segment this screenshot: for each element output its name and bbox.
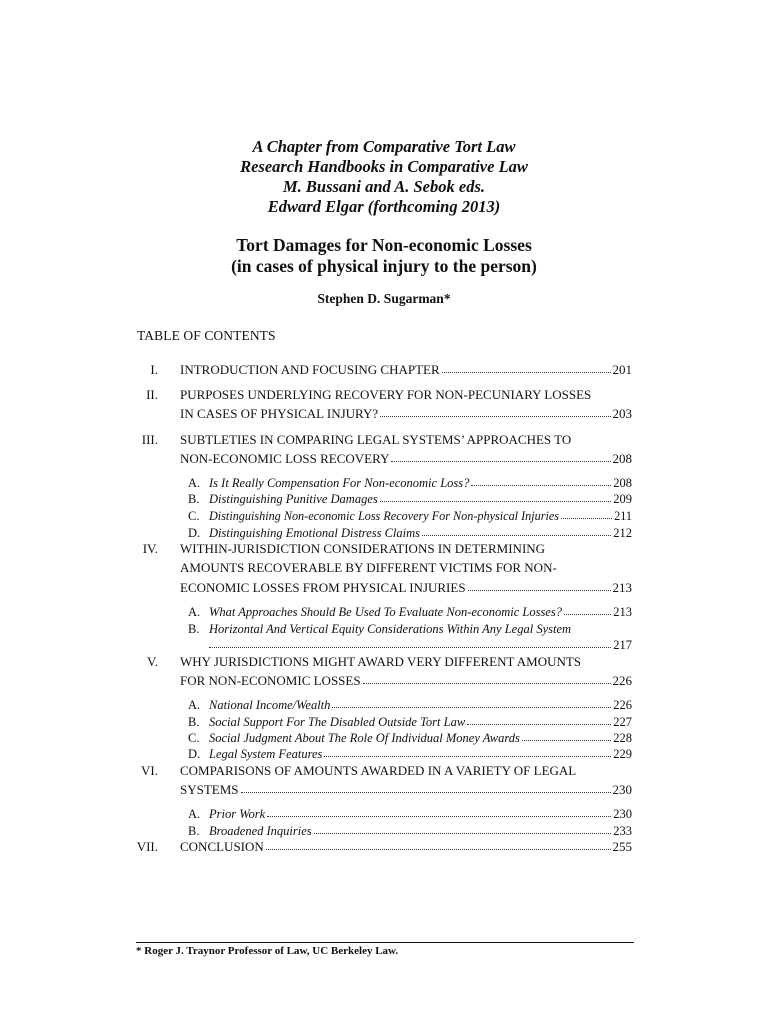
toc-entry-2-page: 203 bbox=[612, 406, 632, 421]
toc-entry-7-page: 255 bbox=[612, 839, 632, 854]
toc-sub-letter: D. bbox=[188, 747, 201, 761]
toc-number-6: VI. bbox=[141, 763, 158, 778]
toc-subentry[interactable] bbox=[209, 806, 632, 822]
toc-sub-letter: B. bbox=[188, 715, 200, 729]
dot-leader bbox=[467, 714, 611, 725]
title-line-2: (in cases of physical injury to the person) bbox=[231, 256, 537, 276]
toc-entry-3[interactable] bbox=[180, 451, 632, 467]
header-line-2: Research Handbooks in Comparative Law bbox=[240, 157, 528, 176]
toc-number-2: II. bbox=[146, 387, 158, 402]
dot-leader bbox=[471, 475, 611, 486]
toc-entry-7-text: CONCLUSION bbox=[180, 839, 264, 854]
toc-subentry-page: 229 bbox=[613, 747, 632, 761]
toc-entry-2-text: IN CASES OF PHYSICAL INJURY? bbox=[180, 406, 379, 421]
toc-subentry[interactable] bbox=[209, 746, 632, 762]
dot-leader bbox=[363, 673, 611, 684]
toc-entry-2-line-1[interactable]: PURPOSES UNDERLYING RECOVERY FOR NON-PECUNIARY LOSSES bbox=[180, 387, 592, 402]
toc-subentry-page: 226 bbox=[613, 698, 632, 712]
toc-number-5: V. bbox=[147, 654, 158, 669]
toc-subentry[interactable] bbox=[209, 637, 632, 653]
author-name: Stephen D. Sugarman* bbox=[317, 291, 451, 306]
toc-subentry-page: 211 bbox=[614, 509, 632, 523]
toc-subentry-page: 212 bbox=[613, 526, 632, 540]
toc-sub-letter: B. bbox=[188, 492, 200, 506]
toc-number-1: I. bbox=[150, 362, 158, 377]
toc-subentry-page: 217 bbox=[613, 638, 632, 652]
toc-subentry[interactable] bbox=[209, 508, 632, 524]
dot-leader bbox=[266, 839, 611, 850]
toc-subentry-text: National Income/Wealth bbox=[209, 698, 331, 712]
dot-leader bbox=[267, 806, 611, 817]
toc-entry-5[interactable] bbox=[180, 673, 632, 689]
toc-subentry-page: 230 bbox=[613, 807, 632, 821]
toc-subentry-text: Social Judgment About The Role Of Individual Money Awards bbox=[209, 731, 520, 745]
toc-sub-letter: A. bbox=[188, 807, 201, 821]
dot-leader bbox=[391, 451, 610, 462]
dot-leader bbox=[314, 823, 612, 834]
toc-subentry-text: Distinguishing Non-economic Loss Recovery For Non-physical Injuries bbox=[209, 509, 560, 523]
toc-sub-letter: D. bbox=[188, 526, 201, 540]
dot-leader bbox=[442, 362, 611, 373]
header-line-1: A Chapter from Comparative Tort Law bbox=[252, 137, 516, 156]
toc-number-7: VII. bbox=[136, 839, 158, 854]
toc-subentry-page: 228 bbox=[613, 731, 632, 745]
toc-entry-3-line-1[interactable]: SUBTLETIES IN COMPARING LEGAL SYSTEMS’ APPROACHES TO bbox=[180, 432, 572, 447]
toc-subentry-page: 209 bbox=[613, 492, 632, 506]
toc-subentry-text: Broadened Inquiries bbox=[209, 824, 312, 838]
toc-sub-letter: B. bbox=[188, 824, 200, 838]
toc-subentry[interactable] bbox=[209, 730, 632, 746]
toc-subentry-text: Horizontal And Vertical Equity Considerations Within Any Legal System bbox=[209, 622, 572, 636]
toc-entry-4-line-2[interactable]: AMOUNTS RECOVERABLE BY DIFFERENT VICTIMS FOR NON- bbox=[180, 560, 557, 575]
toc-entry-5-page: 226 bbox=[612, 673, 632, 688]
header-line-3: M. Bussani and A. Sebok eds. bbox=[282, 177, 486, 196]
toc-number-4: IV. bbox=[142, 541, 158, 556]
toc-subentry-text: Is It Really Compensation For Non-economic Loss? bbox=[209, 476, 470, 490]
toc-subentry-text: Distinguishing Emotional Distress Claims bbox=[209, 526, 421, 540]
toc-entry-5-line-1[interactable]: WHY JURISDICTIONS MIGHT AWARD VERY DIFFERENT AMOUNTS bbox=[180, 654, 582, 669]
toc-sub-letter: A. bbox=[188, 698, 201, 712]
toc-subentry[interactable] bbox=[209, 525, 632, 541]
dot-leader bbox=[522, 730, 611, 741]
toc-entry-3-page: 208 bbox=[612, 451, 632, 466]
toc-subentry[interactable] bbox=[209, 491, 632, 507]
toc-subentry-page: 208 bbox=[613, 476, 632, 490]
toc-entry-2[interactable] bbox=[180, 406, 632, 422]
toc-entry-7[interactable] bbox=[180, 839, 632, 855]
toc-heading: TABLE OF CONTENTS bbox=[137, 328, 276, 343]
toc-entry-1[interactable] bbox=[180, 362, 632, 378]
dot-leader bbox=[380, 406, 610, 417]
toc-subentry-text: Distinguishing Punitive Damages bbox=[209, 492, 378, 506]
footnote-divider bbox=[136, 942, 634, 943]
toc-subentry-text: What Approaches Should Be Used To Evaluate Non-economic Losses? bbox=[209, 605, 562, 619]
toc-subentry[interactable] bbox=[209, 823, 632, 839]
toc-entry-4-page: 213 bbox=[612, 580, 632, 595]
toc-entry-6[interactable] bbox=[180, 782, 632, 798]
dot-leader bbox=[564, 604, 611, 615]
toc-subentry-page: 213 bbox=[613, 605, 632, 619]
dot-leader bbox=[422, 525, 611, 536]
toc-entry-1-page: 201 bbox=[612, 362, 632, 377]
dot-leader bbox=[209, 637, 611, 648]
toc-sub-letter: C. bbox=[188, 731, 200, 745]
toc-subentry[interactable] bbox=[209, 697, 632, 713]
toc-subentry[interactable] bbox=[209, 604, 632, 620]
toc-subentry[interactable] bbox=[209, 475, 632, 491]
header-line-4: Edward Elgar (forthcoming 2013) bbox=[267, 197, 501, 216]
toc-entry-6-line-1[interactable]: COMPARISONS OF AMOUNTS AWARDED IN A VARIETY OF LEGAL bbox=[180, 763, 577, 778]
toc-subentry[interactable] bbox=[209, 714, 632, 730]
toc-subentry-text: Prior Work bbox=[209, 807, 266, 821]
toc-number-3: III. bbox=[141, 432, 158, 447]
toc-sub-letter: A. bbox=[188, 605, 201, 619]
toc-sub-letter: C. bbox=[188, 509, 200, 523]
title-line-1: Tort Damages for Non-economic Losses bbox=[236, 235, 532, 255]
toc-entry-4-line-1[interactable]: WITHIN-JURISDICTION CONSIDERATIONS IN DETERMINING bbox=[180, 541, 546, 556]
toc-entry-6-text: SYSTEMS bbox=[180, 782, 239, 797]
toc-entry-4-text: ECONOMIC LOSSES FROM PHYSICAL INJURIES bbox=[180, 580, 466, 595]
dot-leader bbox=[324, 746, 611, 757]
toc-subentry-line-1[interactable] bbox=[209, 621, 571, 637]
toc-entry-4[interactable] bbox=[180, 580, 632, 596]
dot-leader bbox=[380, 491, 612, 502]
toc-sub-letter: A. bbox=[188, 476, 201, 490]
toc-subentry-page: 233 bbox=[613, 824, 632, 838]
footnote: * Roger J. Traynor Professor of Law, UC Berkeley Law. bbox=[136, 945, 399, 957]
dot-leader bbox=[468, 580, 611, 591]
toc-entry-1-text: INTRODUCTION AND FOCUSING CHAPTER bbox=[180, 362, 440, 377]
dot-leader bbox=[332, 697, 611, 708]
toc-subentry-text: Social Support For The Disabled Outside Tort Law bbox=[209, 715, 466, 729]
toc-entry-5-text: FOR NON-ECONOMIC LOSSES bbox=[180, 673, 361, 688]
toc-entry-6-page: 230 bbox=[612, 782, 632, 797]
toc-subentry-text: Legal System Features bbox=[209, 747, 323, 761]
dot-leader bbox=[241, 782, 611, 793]
toc-sub-letter: B. bbox=[188, 622, 200, 636]
toc-entry-3-text: NON-ECONOMIC LOSS RECOVERY bbox=[180, 451, 390, 466]
dot-leader bbox=[561, 508, 612, 519]
toc-subentry-page: 227 bbox=[613, 715, 632, 729]
